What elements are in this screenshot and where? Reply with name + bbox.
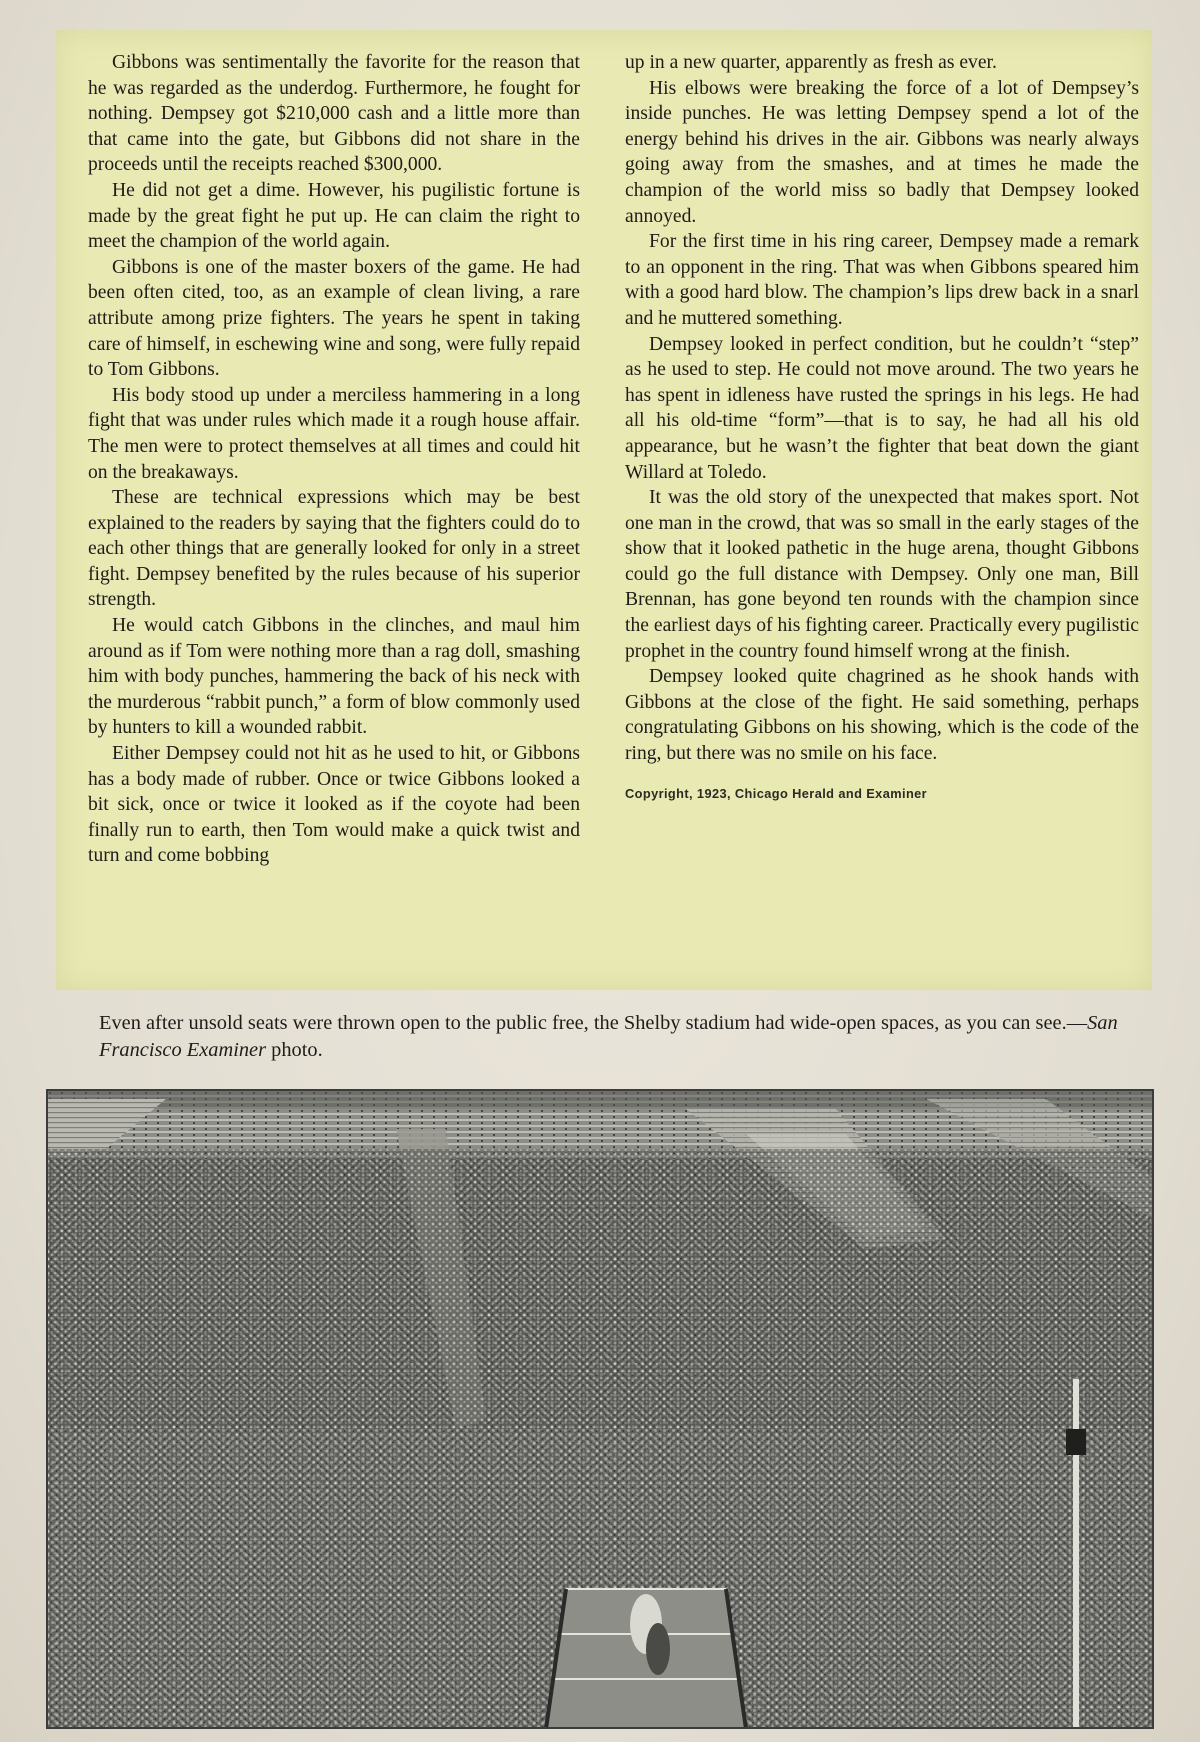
paragraph: Either Dempsey could not hit as he used to hit, or Gibbons has a body made of rubber. Once or twice Gibbons looked a bit sick, once or twice it looked as if the coyote had been finally run to earth, then Tom would make a quick twist and turn and come bobbing (88, 743, 580, 867)
pole-sign (1066, 1429, 1086, 1455)
paragraph: Gibbons was sentimentally the favorite for the reason that he was regarded as the underdog. Furthermore, he fought for nothing. Dempsey got $210,000 cash and a little more than that came into the gate, but Gibbons did not share in the proceeds until the receipts reached $300,000. (88, 52, 580, 176)
paragraph: He would catch Gibbons in the clinches, and maul him around as if Tom were nothing more than a rag doll, smashing him with body punches, hammering the back of his neck with the murderous “rabbit punch,” a form of blow commonly used by hunters to kill a wounded rabbit. (88, 615, 580, 739)
article-right-column (625, 50, 1139, 806)
caption-text: Even after unsold seats were thrown open to the public free, the Shelby stadium had wide-open spaces, as you can see.— (99, 1012, 1088, 1034)
caption-credit-source: San Francisco Examiner (99, 1012, 1118, 1061)
paragraph: It was the old story of the unexpected that makes sport. Not one man in the crowd, that was so small in the early stages of the show that it looked pathetic in the huge arena, thought Gibbons could go the full distance with Dempsey. Only one man, Bill Brennan, has gone beyond ten rounds with the champion since the earliest days of his fighting career. Practically every pugilistic prophet in the country found himself wrong at the finish. (625, 487, 1139, 662)
paragraph: These are technical expressions which may be best explained to the readers by saying that the fighters could do to each other things that are generally looked for only in a street fight. Dempsey benefited by the rules because of his superior strength. (88, 487, 580, 611)
stadium-photo-drawing (46, 1089, 1154, 1729)
paragraph: Dempsey looked in perfect condition, but he couldn’t “step” as he used to step. He could not move around. The two years he has spent in idleness have rusted the springs in his legs. He had all his old-time “form”—that is to say, he had all his old appearance, but he wasn’t the fighter that beat down the giant Willard at Toledo. (625, 333, 1139, 483)
photo-caption (99, 1010, 1119, 1064)
boxer-figure (646, 1623, 670, 1675)
paragraph: His body stood up under a merciless hammering in a long fight that was under rules which made it a rough house affair. The men were to protect themselves at all times and could hit on the breakaways. (88, 384, 580, 483)
paragraph: Dempsey looked quite chagrined as he shook hands with Gibbons at the close of the fight. He said something, perhaps congratulating Gibbons on his showing, which is the code of the ring, but there was no smile on his face. (625, 666, 1139, 765)
paragraph: His elbows were breaking the force of a lot of Dempsey’s inside punches. He was letting Dempsey spend a lot of the energy behind his drives in the air. Gibbons was nearly always going away from the smashes, and at times he made the champion of the world miss so badly that Dempsey looked annoyed. (625, 77, 1139, 227)
copyright-line: Copyright, 1923, Chicago Herald and Examiner (625, 785, 928, 801)
paragraph: For the first time in his ring career, Dempsey made a remark to an opponent in the ring. That was when Gibbons speared him with a good hard blow. The champion’s lips drew back in a snarl and he muttered something. (625, 231, 1139, 329)
caption-credit-suffix: photo. (266, 1039, 323, 1061)
stadium-photo (46, 1089, 1154, 1729)
paragraph: Gibbons is one of the master boxers of the game. He had been often cited, too, as an example of clean living, a rare attribute among prize fighters. The years he spent in taking care of himself, in eschewing wine and song, were fully repaid to Tom Gibbons. (88, 256, 580, 381)
paragraph: He did not get a dime. However, his pugilistic fortune is made by the great fight he put up. He can claim the right to meet the champion of the world again. (88, 179, 580, 253)
paragraph: up in a new quarter, apparently as fresh as ever. (625, 52, 997, 73)
article-left-column (88, 50, 580, 869)
